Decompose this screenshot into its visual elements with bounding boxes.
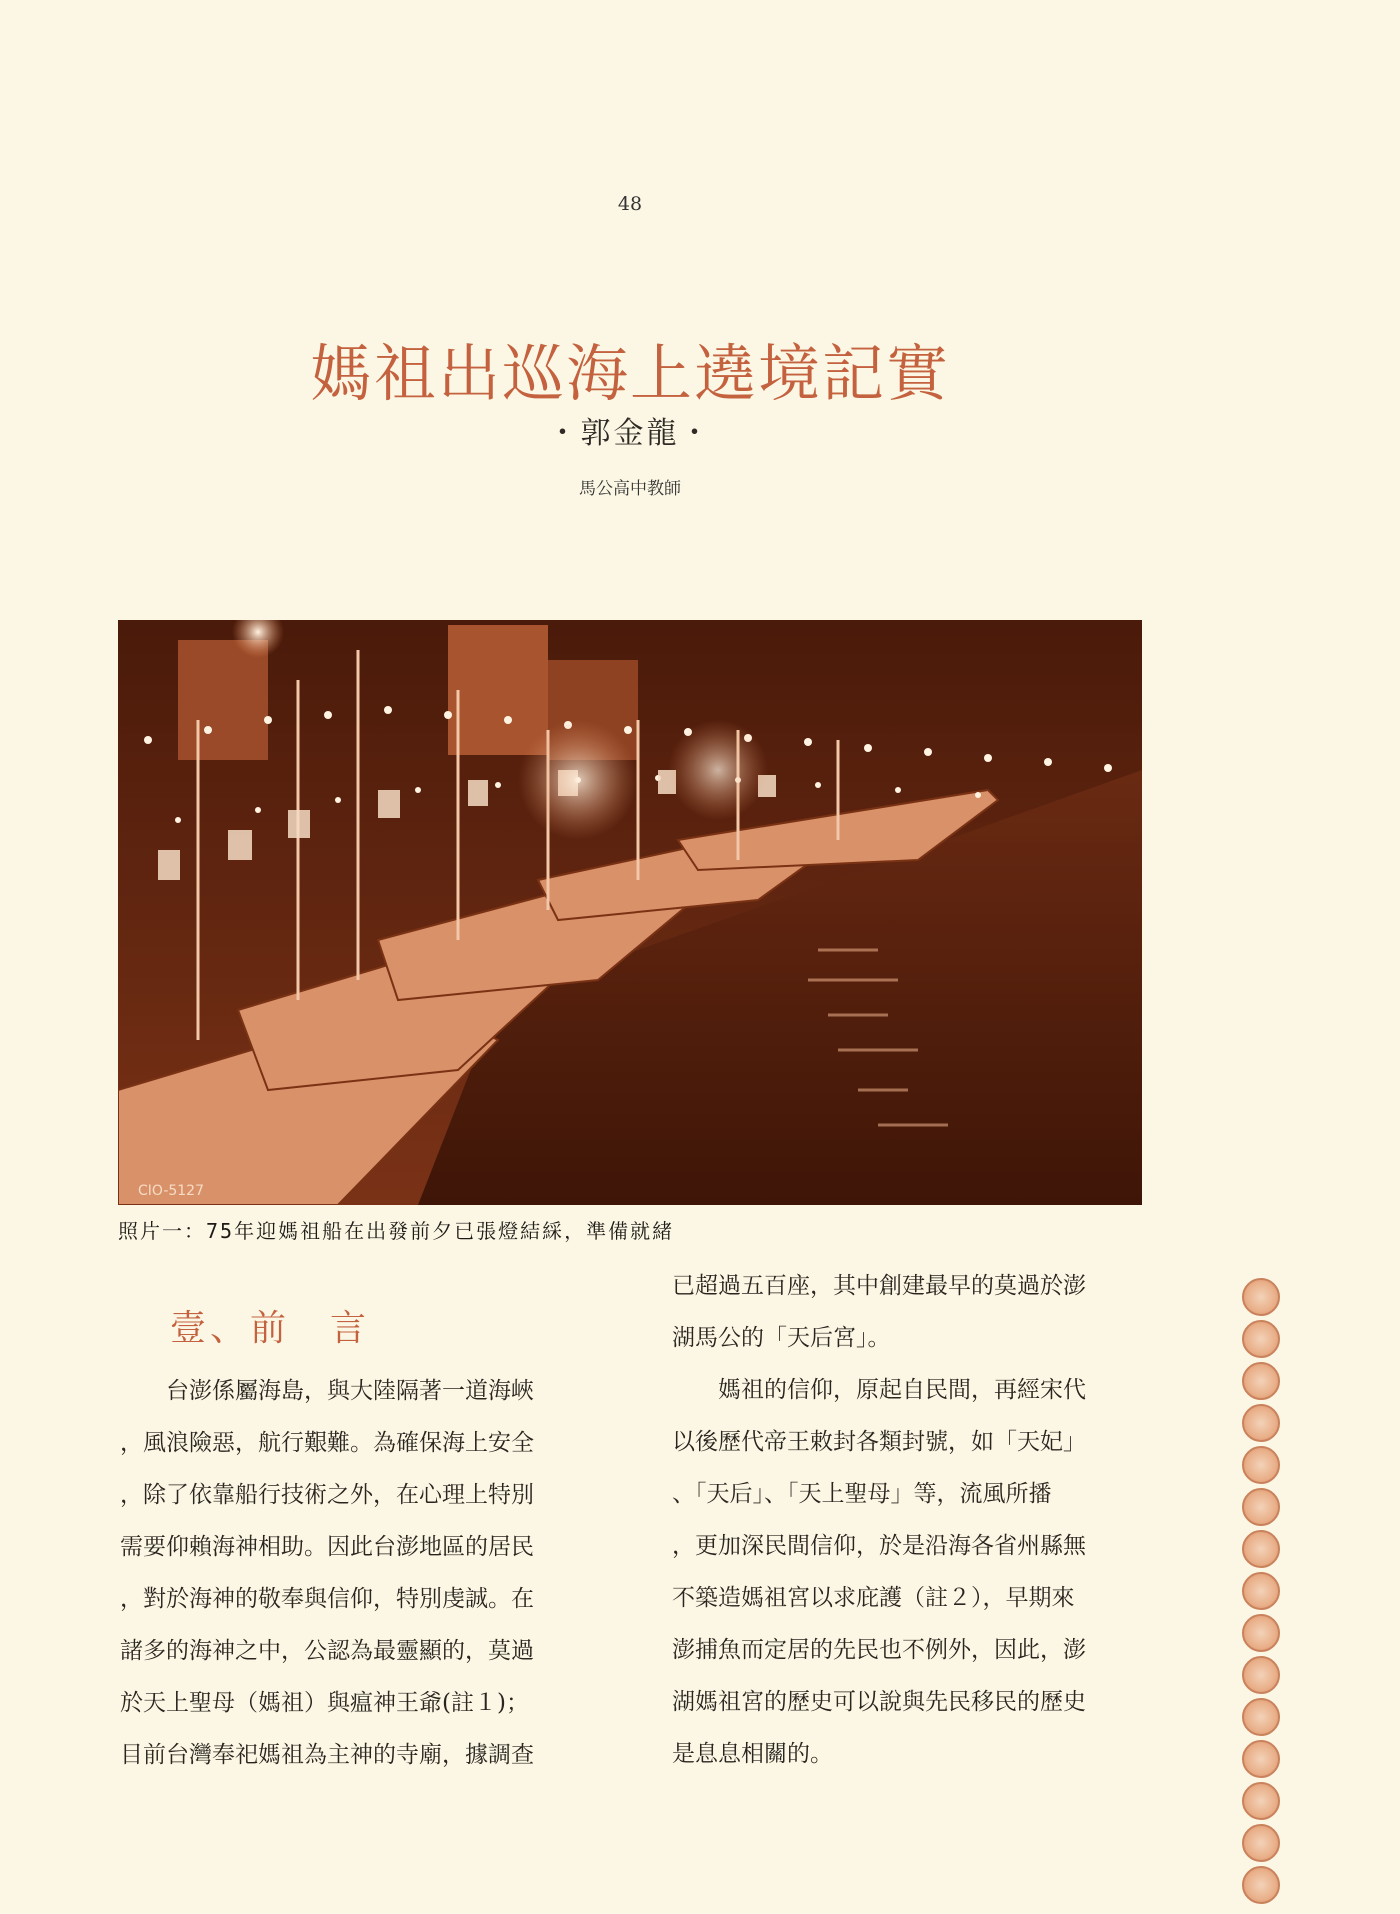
seal-icon [1242,1656,1280,1694]
seal-icon [1242,1404,1280,1442]
hull-number: CIO-5127 [138,1183,204,1199]
text-line: 需要仰賴海神相助。因此台澎地區的居民 [120,1534,534,1560]
left-column-text [120,1365,600,1781]
seal-icon [1242,1530,1280,1568]
text-line: 台澎係屬海島，與大陸隔著一道海峽 [120,1378,534,1404]
seal-icon [1242,1824,1280,1862]
decorative-seal-strip [1242,1278,1284,1908]
seal-icon [1242,1278,1280,1316]
author-name: ・郭金龍・ [547,416,713,451]
text-line: 目前台灣奉祀媽祖為主神的寺廟，據調查 [120,1742,534,1768]
right-column-text [672,1260,1152,1780]
seal-icon [1242,1362,1280,1400]
seal-icon [1242,1698,1280,1736]
text-line: ，風浪險惡，航行艱難。為確保海上安全 [120,1430,534,1456]
seal-icon [1242,1866,1280,1904]
text-line: 澎捕魚而定居的先民也不例外，因此，澎 [672,1637,1086,1663]
author-affiliation: 馬公高中教師 [579,479,681,499]
seal-icon [1242,1782,1280,1820]
seal-icon [1242,1446,1280,1484]
text-line: 已超過五百座，其中創建最早的莫過於澎 [672,1273,1086,1299]
text-line: 、「天后」、「天上聖母」等，流風所播 [672,1481,1052,1507]
seal-icon [1242,1320,1280,1358]
text-line: 諸多的海神之中，公認為最靈顯的，莫過 [120,1638,534,1664]
text-line: 於天上聖母（媽祖）與瘟神王爺(註１)； [120,1690,529,1716]
text-line: 媽祖的信仰，原起自民間，再經宋代 [672,1377,1086,1403]
text-line: 湖媽祖宮的歷史可以說與先民移民的歷史 [672,1689,1086,1715]
seal-icon [1242,1488,1280,1526]
seal-icon [1242,1572,1280,1610]
text-line: 湖馬公的「天后宮」。 [672,1325,891,1351]
harbor-boats-photo [118,620,1142,1205]
article-title: 媽祖出巡海上遶境記實 [309,336,950,410]
text-line: ，更加深民間信仰，於是沿海各省州縣無 [672,1533,1086,1559]
text-line: 不築造媽祖宮以求庇護（註２），早期來 [672,1585,1075,1611]
page-number: 48 [617,193,643,215]
section-heading: 壹、前 言 [170,1308,371,1349]
text-line: ，對於海神的敬奉與信仰，特別虔誠。在 [120,1586,534,1612]
text-line: 是息息相關的。 [672,1741,833,1767]
photo-caption: 照片一：75年迎媽祖船在出發前夕已張燈結綵，準備就緒 [118,1219,675,1243]
seal-icon [1242,1614,1280,1652]
seal-icon [1242,1740,1280,1778]
text-line: ，除了依靠船行技術之外，在心理上特別 [120,1482,534,1508]
text-line: 以後歷代帝王敕封各類封號，如「天妃」 [672,1429,1086,1455]
